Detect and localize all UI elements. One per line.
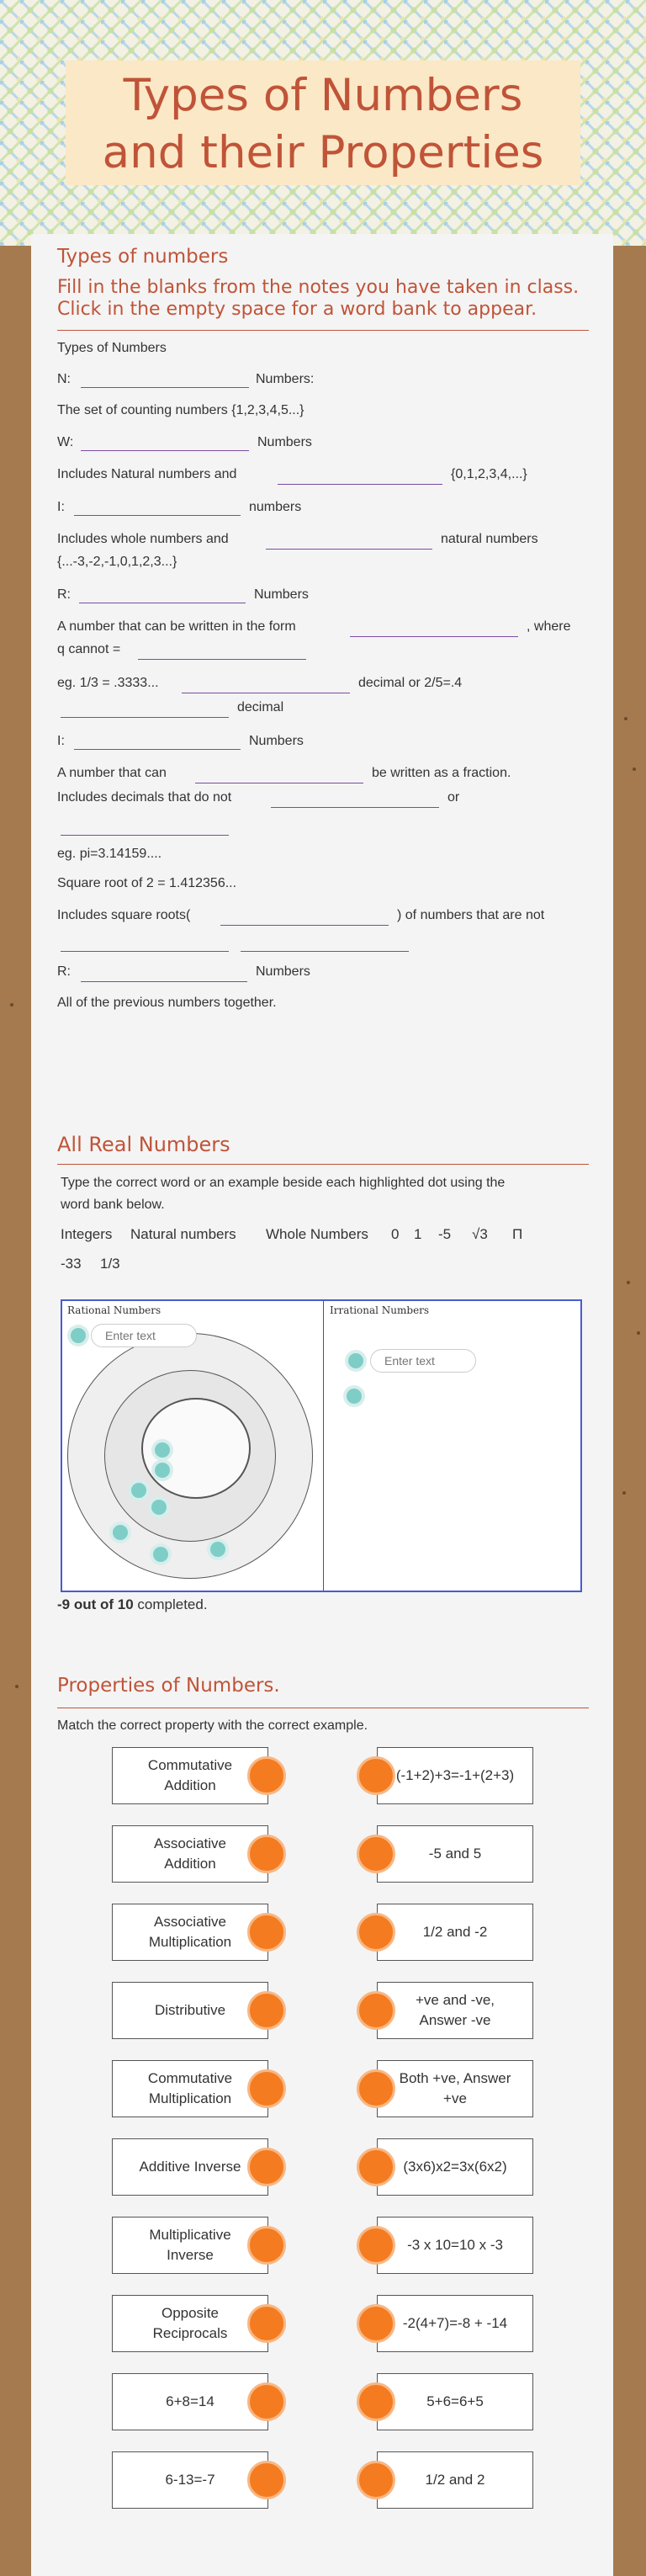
fill-text: Numbers: <box>256 372 315 386</box>
fill-text: numbers <box>249 500 302 514</box>
title-line-2: and their Properties <box>102 127 544 178</box>
blank-input[interactable] <box>61 934 229 952</box>
blank-input[interactable] <box>271 790 439 808</box>
diagram-divider <box>323 1301 324 1591</box>
fill-text: N: <box>57 372 71 386</box>
answer-dot[interactable] <box>131 1483 146 1498</box>
title-line-1: Types of Numbers <box>123 70 523 121</box>
blank-input[interactable] <box>81 370 249 388</box>
irrational-label: Irrational Numbers <box>330 1304 430 1316</box>
fill-text: , where <box>527 619 571 634</box>
fill-text: or <box>447 790 460 805</box>
progress-status <box>57 1596 208 1614</box>
fill-text: The set of counting numbers {1,2,3,4,5...} <box>57 403 304 417</box>
blank-input[interactable] <box>350 619 518 637</box>
blank-input[interactable] <box>195 766 363 783</box>
fill-text: I: <box>57 734 65 748</box>
match-knob-right[interactable] <box>357 1991 395 2030</box>
fill-text: R: <box>57 587 71 602</box>
match-knob-right[interactable] <box>357 1756 395 1795</box>
blank-input[interactable] <box>278 467 442 485</box>
fill-text: decimal or 2/5=.4 <box>358 676 463 690</box>
cork-speck <box>624 717 627 720</box>
blank-input[interactable] <box>74 498 241 516</box>
cork-speck <box>15 1685 19 1688</box>
fill-text: Includes square roots( <box>57 908 191 922</box>
match-knob-left[interactable] <box>247 2069 286 2108</box>
word-bank-item: 1/3 <box>100 1256 120 1272</box>
match-knob-left[interactable] <box>247 1913 286 1952</box>
fill-text: Numbers <box>254 587 309 602</box>
fill-text: Numbers <box>257 435 312 449</box>
fill-text: All of the previous numbers together. <box>57 996 277 1010</box>
match-knob-left[interactable] <box>247 2461 286 2499</box>
section-title-properties: Properties of Numbers. <box>57 1675 280 1697</box>
fill-text: eg. pi=3.14159.... <box>57 847 162 861</box>
blank-input[interactable] <box>138 642 306 660</box>
fill-text: Square root of 2 = 1.412356... <box>57 876 237 890</box>
word-bank-item: Natural numbers <box>130 1226 236 1242</box>
instructions-line-2: Click in the empty space for a word bank to appear. <box>57 299 537 320</box>
property-card[interactable]: 6+8=14 <box>112 2373 268 2430</box>
property-card[interactable]: Additive Inverse <box>112 2138 268 2196</box>
cork-speck <box>622 1491 626 1495</box>
answer-input[interactable] <box>370 1349 476 1373</box>
match-knob-left[interactable] <box>247 1756 286 1795</box>
match-knob-right[interactable] <box>357 1835 395 1873</box>
answer-dot[interactable] <box>153 1547 168 1562</box>
property-card[interactable]: Multiplicative Inverse <box>112 2217 268 2274</box>
fill-text: Types of Numbers <box>57 341 167 355</box>
example-card[interactable]: -3 x 10=10 x -3 <box>377 2217 533 2274</box>
example-card[interactable]: +ve and -ve, Answer -ve <box>377 1982 533 2039</box>
example-card[interactable]: -2(4+7)=-8 + -14 <box>377 2295 533 2352</box>
answer-dot[interactable] <box>347 1389 362 1404</box>
section-title-types: Types of numbers <box>57 246 229 268</box>
word-bank-item: 0 <box>391 1226 400 1242</box>
property-card[interactable]: Associative Addition <box>112 1825 268 1883</box>
progress-suffix: completed. <box>133 1596 208 1612</box>
word-bank-item: -33 <box>61 1256 82 1272</box>
blank-input[interactable] <box>266 532 432 550</box>
word-bank-item: Π <box>512 1226 523 1242</box>
blank-input[interactable] <box>74 732 241 750</box>
blank-input[interactable] <box>220 908 389 926</box>
fill-text: W: <box>57 435 74 449</box>
section-divider <box>57 1164 589 1165</box>
match-knob-left[interactable] <box>247 2226 286 2265</box>
cork-speck <box>637 1331 640 1335</box>
word-bank-item: Integers <box>61 1226 113 1242</box>
match-knob-left[interactable] <box>247 2382 286 2421</box>
cork-speck <box>627 1281 630 1284</box>
match-knob-left[interactable] <box>247 2304 286 2343</box>
property-card[interactable]: Commutative Multiplication <box>112 2060 268 2117</box>
fill-text: {...-3,-2,-1,0,1,2,3...} <box>57 555 177 569</box>
match-knob-left[interactable] <box>247 2148 286 2186</box>
section-divider <box>57 330 589 331</box>
match-knob-left[interactable] <box>247 1991 286 2030</box>
answer-dot[interactable] <box>155 1442 170 1458</box>
match-knob-right[interactable] <box>357 1913 395 1952</box>
match-knob-right[interactable] <box>357 2382 395 2421</box>
cork-speck <box>633 767 636 771</box>
number-set-diagram <box>61 1299 582 1592</box>
fill-text: be written as a fraction. <box>372 766 511 780</box>
cork-speck <box>10 1003 13 1006</box>
blank-input[interactable] <box>61 818 229 836</box>
answer-dot[interactable] <box>155 1463 170 1478</box>
answer-dot[interactable] <box>71 1328 86 1343</box>
section-title-real: All Real Numbers <box>57 1133 230 1156</box>
fill-text: R: <box>57 964 71 979</box>
word-bank-item: Whole Numbers <box>266 1226 368 1242</box>
fill-text: Numbers <box>256 964 310 979</box>
instructions: Match the correct property with the correct example. <box>57 1718 368 1733</box>
fill-text: Numbers <box>249 734 304 748</box>
example-card[interactable]: -5 and 5 <box>377 1825 533 1883</box>
property-card[interactable]: Distributive <box>112 1982 268 2039</box>
page-title <box>66 61 580 182</box>
example-card[interactable]: (3x6)x2=3x(6x2) <box>377 2138 533 2196</box>
answer-dot[interactable] <box>151 1500 167 1515</box>
word-bank-item: 1 <box>414 1226 422 1242</box>
example-card[interactable]: 5+6=6+5 <box>377 2373 533 2430</box>
fill-text: Includes Natural numbers and <box>57 467 237 481</box>
example-card[interactable]: 1/2 and 2 <box>377 2451 533 2509</box>
fill-text: A number that can <box>57 766 167 780</box>
fill-text: A number that can be written in the form <box>57 619 296 634</box>
fill-text: decimal <box>237 700 284 714</box>
example-card[interactable]: (-1+2)+3=-1+(2+3) <box>377 1747 533 1804</box>
example-card[interactable]: Both +ve, Answer +ve <box>377 2060 533 2117</box>
fill-text: Includes whole numbers and <box>57 532 229 546</box>
match-knob-right[interactable] <box>357 2304 395 2343</box>
answer-dot[interactable] <box>113 1525 128 1540</box>
answer-dot[interactable] <box>348 1353 363 1368</box>
match-knob-right[interactable] <box>357 2069 395 2108</box>
fill-text: q cannot = <box>57 642 121 656</box>
blank-input[interactable] <box>61 700 229 718</box>
answer-dot[interactable] <box>210 1542 225 1557</box>
title-banner <box>66 61 580 185</box>
blank-input[interactable] <box>241 934 409 952</box>
progress-value: -9 out of 10 <box>57 1596 134 1612</box>
fill-text: ) of numbers that are not <box>397 908 545 922</box>
property-card[interactable]: Associative Multiplication <box>112 1904 268 1961</box>
match-knob-right[interactable] <box>357 2226 395 2265</box>
example-card[interactable]: 1/2 and -2 <box>377 1904 533 1961</box>
instructions-line-2: word bank below. <box>61 1198 165 1212</box>
instructions-line-1: Fill in the blanks from the notes you have taken in class. <box>57 277 580 298</box>
property-card[interactable]: Opposite Reciprocals <box>112 2295 268 2352</box>
blank-input[interactable] <box>182 676 350 693</box>
property-card[interactable]: Commutative Addition <box>112 1747 268 1804</box>
property-card[interactable]: 6-13=-7 <box>112 2451 268 2509</box>
word-bank-item: √3 <box>472 1226 488 1242</box>
rational-label: Rational Numbers <box>67 1304 162 1316</box>
blank-input[interactable] <box>81 964 247 982</box>
blank-input[interactable] <box>79 586 246 603</box>
match-knob-right[interactable] <box>357 2461 395 2499</box>
fill-text: Includes decimals that do not <box>57 790 232 805</box>
match-knob-right[interactable] <box>357 2148 395 2186</box>
fill-text: eg. 1/3 = .3333... <box>57 676 159 690</box>
word-bank-item: -5 <box>438 1226 452 1242</box>
fill-text: {0,1,2,3,4,...} <box>451 467 527 481</box>
answer-input[interactable] <box>91 1324 197 1347</box>
match-knob-left[interactable] <box>247 1835 286 1873</box>
blank-input[interactable] <box>81 433 249 451</box>
fill-text: I: <box>57 500 65 514</box>
instructions-line-1: Type the correct word or an example beside each highlighted dot using the <box>61 1176 506 1190</box>
fill-text: natural numbers <box>441 532 538 546</box>
